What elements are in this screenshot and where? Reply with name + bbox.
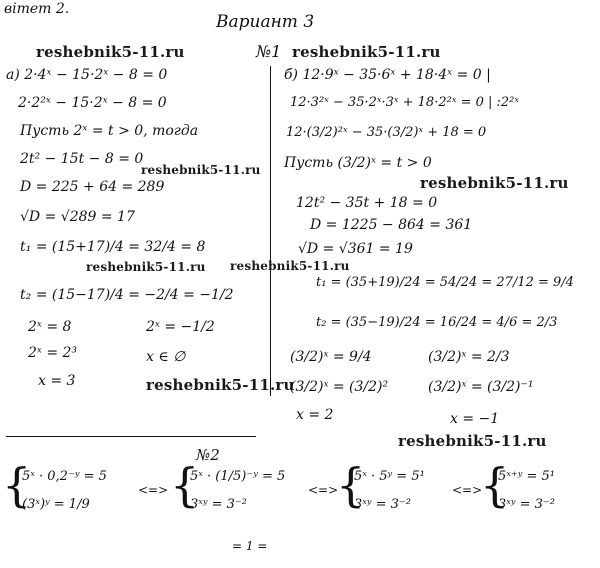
system-1-eq-2: (3ˣ)ʸ = 1/9 bbox=[22, 497, 90, 512]
part-a-line: D = 225 + 64 = 289 bbox=[20, 179, 165, 195]
part-b-line: 12·3²ˣ − 35·2ˣ·3ˣ + 18·2²ˣ = 0 | :2²ˣ bbox=[290, 95, 519, 110]
part-a-line: Пусть 2ˣ = t > 0, тогда bbox=[20, 123, 199, 139]
part-a-line: 2ˣ = 8 bbox=[28, 319, 72, 335]
watermark: reshebnik5-11.ru bbox=[86, 260, 206, 274]
section-separator bbox=[6, 436, 256, 437]
watermark: reshebnik5-11.ru bbox=[230, 259, 350, 273]
system-brace: { bbox=[480, 458, 510, 512]
part-b-line: (3/2)ˣ = (3/2)² bbox=[290, 379, 389, 395]
system-brace: { bbox=[2, 458, 32, 512]
system-4-eq-2: 3ˣʸ = 3⁻² bbox=[498, 497, 556, 512]
part-b-line: t₂ = (35−19)/24 = 16/24 = 4/6 = 2/3 bbox=[316, 315, 558, 330]
part-a-line: 2ˣ = 2³ bbox=[28, 345, 78, 361]
part-a-line: x ∈ ∅ bbox=[146, 349, 186, 365]
part-b-line: 12·(3/2)²ˣ − 35·(3/2)ˣ + 18 = 0 bbox=[286, 125, 487, 140]
equivalence-arrow: <=> bbox=[138, 483, 169, 497]
part-a-line: √D = √289 = 17 bbox=[20, 209, 135, 225]
watermark: reshebnik5-11.ru bbox=[398, 432, 547, 450]
part-b-line: D = 1225 − 864 = 361 bbox=[310, 217, 473, 233]
watermark: reshebnik5-11.ru bbox=[292, 43, 441, 61]
part-b-line: (3/2)ˣ = 2/3 bbox=[428, 349, 510, 365]
system-2-eq-2: 3ˣʸ = 3⁻² bbox=[190, 497, 248, 512]
problem-1-number: №1 bbox=[256, 42, 282, 61]
column-divider bbox=[270, 66, 271, 396]
variant-title: Вариант 3 bbox=[216, 12, 315, 32]
part-b-line: (3/2)ˣ = 9/4 bbox=[290, 349, 372, 365]
equivalence-arrow: <=> bbox=[452, 483, 483, 497]
part-b-line: x = −1 bbox=[450, 411, 500, 427]
part-b-line: Пусть (3/2)ˣ = t > 0 bbox=[284, 155, 432, 171]
part-b-line: t₁ = (35+19)/24 = 54/24 = 27/12 = 9/4 bbox=[316, 275, 574, 290]
system-1-eq-1: 5ˣ · 0,2⁻ʸ = 5 bbox=[22, 469, 107, 484]
system-brace: { bbox=[170, 458, 200, 512]
part-a-line: 2t² − 15t − 8 = 0 bbox=[20, 151, 144, 167]
part-b-line: √D = √361 = 19 bbox=[298, 241, 413, 257]
part-a-line: 2·2²ˣ − 15·2ˣ − 8 = 0 bbox=[18, 95, 167, 111]
system-2-eq-1: 5ˣ · (1/5)⁻ʸ = 5 bbox=[190, 469, 286, 484]
student-label: вітет 2. bbox=[4, 1, 70, 17]
problem-2-number: №2 bbox=[196, 446, 220, 464]
part-b-line: (3/2)ˣ = (3/2)⁻¹ bbox=[428, 379, 534, 395]
watermark: reshebnik5-11.ru bbox=[36, 43, 185, 61]
part-b-line: б) 12·9ˣ − 35·6ˣ + 18·4ˣ = 0 | bbox=[284, 67, 491, 83]
part-a-line: t₂ = (15−17)/4 = −2/4 = −1/2 bbox=[20, 287, 234, 303]
watermark: reshebnik5-11.ru bbox=[146, 376, 295, 394]
part-a-line: 2ˣ = −1/2 bbox=[146, 319, 215, 335]
system-3-eq-1: 5ˣ · 5ʸ = 5¹ bbox=[354, 469, 425, 484]
part-a-line: x = 3 bbox=[38, 373, 76, 389]
watermark: reshebnik5-11.ru bbox=[420, 174, 569, 192]
system-4-eq-1: 5ˣ⁺ʸ = 5¹ bbox=[498, 469, 556, 484]
part-b-line: 12t² − 35t + 18 = 0 bbox=[296, 195, 438, 211]
system-brace: { bbox=[336, 458, 366, 512]
part-a-line: t₁ = (15+17)/4 = 32/4 = 8 bbox=[20, 239, 206, 255]
system-3-eq-2: 3ˣʸ = 3⁻² bbox=[354, 497, 412, 512]
part-b-line: x = 2 bbox=[296, 407, 334, 423]
equivalence-arrow: <=> bbox=[308, 483, 339, 497]
part-a-line: а) 2·4ˣ − 15·2ˣ − 8 = 0 bbox=[6, 67, 168, 83]
watermark: reshebnik5-11.ru bbox=[141, 163, 261, 177]
trailing-note: = 1 = bbox=[232, 539, 268, 553]
